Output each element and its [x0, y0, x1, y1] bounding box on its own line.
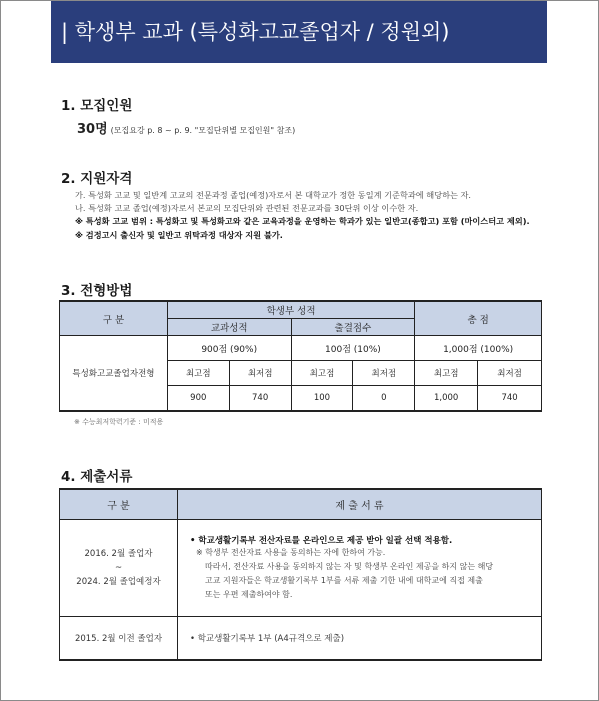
header-student-record: 학생부 성적	[167, 301, 414, 319]
recruitment-note: (모집요강 p. 8 ~ p. 9. "모집단위별 모집인원" 참조)	[110, 126, 296, 135]
docs-row1-note-line4: 또는 우편 제출하여야 함.	[205, 590, 293, 599]
docs-row1-note-line3: 고교 지원자들은 학교생활기록부 1부를 서류 제출 기한 내에 대학교에 직접 제출	[205, 576, 483, 585]
recruitment-count-line	[77, 118, 295, 137]
total-min-label: 최저점	[478, 361, 542, 386]
docs-row1-note-line2: 따라서, 전산자료 사용을 동의하지 않는 자 및 학생부 온라인 제공을 하지 않는 해당	[205, 562, 494, 571]
docs-row1-content	[178, 520, 542, 617]
attendance-score-allocation: 100점 (10%)	[291, 336, 415, 361]
subject-min-label: 최저점	[229, 361, 291, 386]
selection-method-table	[59, 300, 542, 412]
attendance-max-value: 100	[291, 386, 353, 412]
total-max-value: 1,000	[415, 386, 478, 412]
section-heading-selection: 3. 전형방법	[61, 283, 133, 299]
header-category: 구 분	[60, 301, 168, 336]
section-heading-documents: 4. 제출서류	[61, 469, 133, 485]
eligibility-note-scope: ※ 특성화 고교 범위 : 특성화고 및 특성화고와 같은 교육과정을 운영하는 학과가 있는 일반고(종합고) 포함 (마이스터고 제외).	[75, 216, 530, 226]
subject-max-value: 900	[167, 386, 229, 412]
total-min-value: 740	[478, 386, 542, 412]
docs-row1-category	[60, 520, 178, 617]
eligibility-line-b: 나. 특성화 고교 졸업(예정)자로서 본교의 모집단위와 관련된 전문교과를 30단위 이상 이수한 자.	[75, 203, 419, 213]
docs-row1-label-end: 2024. 2월 졸업예정자	[76, 577, 161, 587]
row-label-vocational: 특성화고교졸업자전형	[60, 336, 168, 412]
total-score-allocation: 1,000점 (100%)	[415, 336, 542, 361]
attendance-max-label: 최고점	[291, 361, 353, 386]
page-title-banner: | 학생부 교과 (특성화고교졸업자 / 정원외)	[51, 1, 547, 63]
eligibility-line-a: 가. 특성화 고교 및 일반계 고교의 전문과정 졸업(예정)자로서 본 대학교가 정한 동일계 기준학과에 해당하는 자.	[75, 190, 472, 200]
csat-minimum-footnote: ※ 수능최저학력기준 : 미적용	[74, 418, 164, 426]
subject-min-value: 740	[229, 386, 291, 412]
docs-row1-note: ※ 학생부 전산자료 사용을 동의하는 자에 한하여 가능.	[196, 548, 386, 557]
section-heading-recruitment: 1. 모집인원	[61, 98, 133, 114]
attendance-min-label: 최저점	[353, 361, 415, 386]
header-subject-grade: 교과성적	[167, 319, 291, 336]
total-max-label: 최고점	[415, 361, 478, 386]
docs-row1-label-tilde: ~	[114, 563, 123, 573]
recruitment-count: 30명	[77, 122, 108, 137]
subject-score-allocation: 900점 (90%)	[167, 336, 291, 361]
documents-table	[59, 488, 542, 661]
docs-row1-label-start: 2016. 2월 졸업자	[84, 549, 153, 559]
docs-header-documents: 제 출 서 류	[178, 489, 542, 520]
section-heading-eligibility: 2. 지원자격	[61, 171, 133, 187]
header-attendance: 출결점수	[291, 319, 415, 336]
docs-row1-bullet: • 학교생활기록부 전산자료를 온라인으로 제공 받아 일괄 선택 적용함.	[190, 536, 453, 546]
docs-row2-content: • 학교생활기록부 1부 (A4규격으로 제출)	[178, 617, 542, 661]
subject-max-label: 최고점	[167, 361, 229, 386]
attendance-min-value: 0	[353, 386, 415, 412]
docs-header-category: 구 분	[60, 489, 178, 520]
eligibility-note-excluded: ※ 검정고시 출신자 및 일반고 위탁과정 대상자 지원 불가.	[75, 230, 283, 240]
header-total: 총 점	[415, 301, 542, 336]
docs-row2-category: 2015. 2월 이전 졸업자	[60, 617, 178, 661]
